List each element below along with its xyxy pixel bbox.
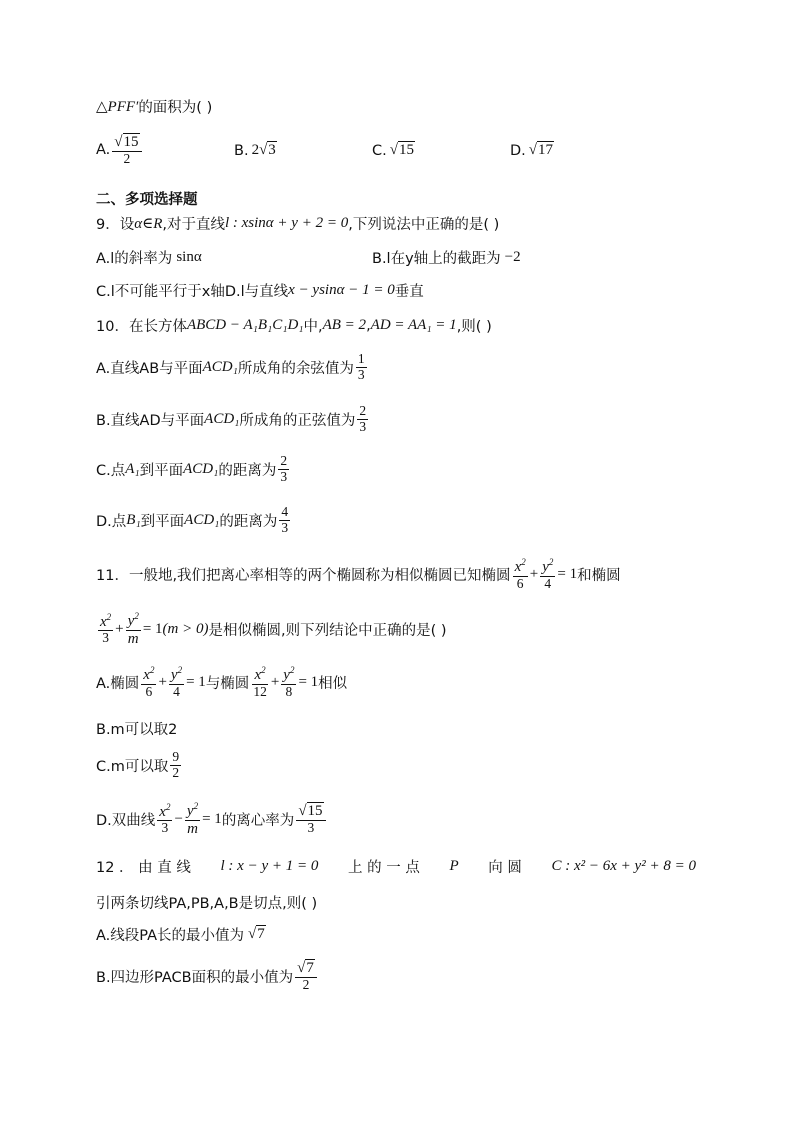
option-text: A.椭圆: [96, 676, 140, 693]
section-heading: 二、多项选择题: [96, 192, 198, 208]
q12-option-b: [96, 960, 319, 992]
q12-stem-line1: [96, 856, 696, 877]
q12-option-a: [96, 924, 266, 945]
sqrt-expr: √7: [248, 926, 265, 942]
q11-stem-b: 和椭圆: [577, 568, 621, 585]
denominator: 3: [281, 519, 289, 535]
option-text: A.直线AB与平面: [96, 360, 203, 377]
fraction: [278, 454, 289, 485]
point-name: P: [449, 858, 459, 874]
q10-stem-c: ,则( ): [456, 319, 492, 335]
fraction: [279, 505, 290, 536]
q8-option-c: [372, 142, 415, 159]
radicand: 15: [398, 142, 414, 158]
option-label: C.: [372, 142, 387, 159]
line-equation: l : xsinα + y + 2 = 0: [224, 215, 349, 231]
denominator: 2: [123, 150, 131, 166]
option-text: D.双曲线: [96, 813, 156, 829]
condition-2: AD = AA₁ = 1: [370, 317, 457, 333]
denominator: 2: [172, 764, 180, 780]
denominator: 3: [357, 366, 365, 382]
option-expr: sinα: [176, 249, 202, 265]
option-label: A.: [96, 142, 111, 159]
coefficient: 2: [251, 142, 260, 158]
numerator: 2: [280, 453, 288, 468]
option-text: 的离心率为: [221, 813, 295, 829]
q8-stem: [96, 96, 212, 117]
option-text: C.l不可能平行于x轴D.l与直线: [96, 284, 289, 300]
option-text: C.m可以取: [96, 758, 169, 775]
solid-name: ABCD − A₁B₁C₁D₁: [186, 317, 304, 333]
q8-option-d: [510, 142, 554, 159]
option-text: 所成角的余弦值为: [237, 360, 354, 377]
fraction: $\frac{y^2}{8}$: [283, 665, 295, 699]
option-text: B.l在y轴上的截距为: [372, 251, 501, 267]
q11-option-c: [96, 750, 183, 781]
option-text: 的距离为: [218, 462, 277, 479]
fraction: $\frac{x^2}{12}$: [253, 665, 267, 699]
numerator: 1: [357, 351, 365, 366]
circle-equation: C : x² − 6x + y² + 8 = 0: [551, 858, 696, 874]
q10-stem-a: 10．在长方体: [96, 319, 187, 335]
option-text: D.点: [96, 513, 127, 530]
q10-stem-b: 中,: [303, 319, 323, 335]
q12-stem-b: 上 的 一 点: [348, 860, 420, 876]
radicand: 15: [307, 803, 323, 820]
option-text: C.点: [96, 462, 126, 479]
plane-name: ACD₁: [183, 460, 219, 477]
fraction: $\frac{y^2}{4}$: [542, 557, 554, 591]
q9-option-a: [96, 247, 202, 268]
option-text: A.l的斜率为: [96, 251, 173, 267]
q8-option-b: [234, 142, 277, 159]
fraction: $\frac{√15}{2}$: [112, 134, 141, 166]
fraction: $\frac{x^2}{3}$: [100, 611, 112, 646]
q11-option-b: B.m可以取2: [96, 722, 178, 738]
radicand: 17: [538, 142, 554, 158]
fraction: $\frac{x^2}{6}$: [514, 557, 526, 591]
q9-stem-c: ,下列说法中正确的是( ): [348, 217, 500, 233]
q9-stem: [96, 213, 499, 234]
q11-stem-line1: 11．一般地,我们把离心率相等的两个椭圆称为相似椭圆已知椭圆 $\frac{x^2}{6}$ + $\frac{y^2}{4}$ = 1 和椭圆: [96, 557, 621, 591]
option-label: B.: [234, 142, 249, 159]
option-tail: 垂直: [394, 284, 424, 300]
numerator: 4: [281, 504, 289, 519]
fraction: [356, 352, 367, 383]
radicand: 7: [306, 960, 314, 976]
q9-stem-b: ,对于直线: [162, 217, 225, 233]
option-text: 所成角的正弦值为: [239, 412, 356, 429]
q8-stem-text: 的面积为( ): [138, 100, 213, 116]
option-text: B.四边形PACB面积的最小值为: [96, 969, 294, 986]
sqrt-expr: √15: [389, 142, 414, 158]
q11-stem-line2: $\frac{x^2}{3}$ + $\frac{y^2}{m}$ = 1 (m > 0) 是相似椭圆,则下列结论中正确的是( ): [100, 611, 447, 647]
q9-stem-a: 9．设: [96, 217, 135, 233]
alpha-in-r: α∈R: [134, 216, 163, 232]
sqrt-expr: √17: [528, 142, 554, 158]
radicand: 3: [268, 142, 276, 158]
q12-stem-a: 12 ． 由 直 线: [96, 860, 191, 876]
fraction: $\frac{y^2}{m}$: [127, 611, 139, 647]
option-text: 到平面: [140, 513, 185, 530]
option-expr: −2: [504, 249, 521, 265]
fraction: [170, 750, 181, 781]
fraction: $\frac{x^2}{3}$: [159, 801, 171, 836]
q11-stem-c: 是相似椭圆,则下列结论中正确的是( ): [208, 623, 447, 639]
q10-option-b: [96, 404, 370, 435]
radicand: 7: [257, 926, 265, 942]
point-name: A₁: [125, 460, 140, 477]
q10-option-a: [96, 352, 369, 383]
sqrt-expr: √3: [259, 142, 276, 158]
option-expr: x − ysinα − 1 = 0: [288, 282, 395, 298]
q10-option-d: [96, 505, 292, 536]
denominator: 2: [302, 976, 310, 992]
plane-name: ACD₁: [184, 511, 220, 528]
condition-1: AB = 2: [322, 317, 367, 333]
q12-stem-line2: 引两条切线PA,PB,A,B是切点,则( ): [96, 896, 318, 912]
option-text: A.线段PA长的最小值为: [96, 928, 245, 944]
fraction: $\frac{√7}{2}$: [295, 960, 317, 992]
q9-option-cd: [96, 280, 424, 301]
condition: (m > 0): [162, 621, 209, 637]
fraction: $\frac{y^2}{m}$: [186, 801, 199, 837]
fraction: [357, 404, 368, 435]
option-text: 到平面: [139, 462, 184, 479]
option-label: D.: [510, 142, 526, 159]
option-text: 与椭圆: [205, 676, 250, 693]
point-name: B₁: [126, 511, 141, 528]
numerator: 2: [359, 403, 367, 418]
radicand: 15: [123, 134, 139, 150]
denominator: 3: [280, 468, 288, 484]
option-text: 的距离为: [219, 513, 278, 530]
line-equation: l : x − y + 1 = 0: [220, 858, 319, 874]
plane-name: ACD₁: [204, 410, 240, 427]
option-text: 相似: [318, 676, 348, 693]
option-text: B.直线AD与平面: [96, 412, 205, 429]
q8-option-a: [96, 134, 144, 166]
numerator: 9: [172, 749, 180, 764]
q11-option-a: A.椭圆 $\frac{x^2}{6}$ + $\frac{y^2}{4}$ = 1 与椭圆 $\frac{x^2}{12}$ + $\frac{y^2}{8}$ = 1 相似: [96, 665, 348, 699]
q11-option-d: D.双曲线 $\frac{x^2}{3}$ − $\frac{y^2}{m}$ = 1 的离心率为 $\frac{√15}{3}$: [96, 802, 328, 837]
q10-stem: 10．在长方体 ABCD − A₁B₁C₁D₁ 中, AB = 2 , AD = AA₁ = 1 ,则( ): [96, 317, 492, 335]
q9-option-b: [372, 247, 521, 268]
triangle-expr: △PFF′: [96, 99, 139, 115]
q10-option-c: [96, 454, 291, 485]
fraction: $\frac{√15}{3}$: [296, 803, 325, 835]
plane-name: ACD₁: [202, 358, 238, 375]
fraction: $\frac{x^2}{6}$: [143, 665, 155, 699]
denominator: 3: [307, 819, 315, 835]
q12-stem-c: 向 圆: [488, 860, 522, 876]
denominator: 3: [359, 418, 367, 434]
fraction: $\frac{y^2}{4}$: [170, 665, 183, 699]
q11-stem-a: 11．一般地,我们把离心率相等的两个椭圆称为相似椭圆已知椭圆: [96, 568, 511, 585]
